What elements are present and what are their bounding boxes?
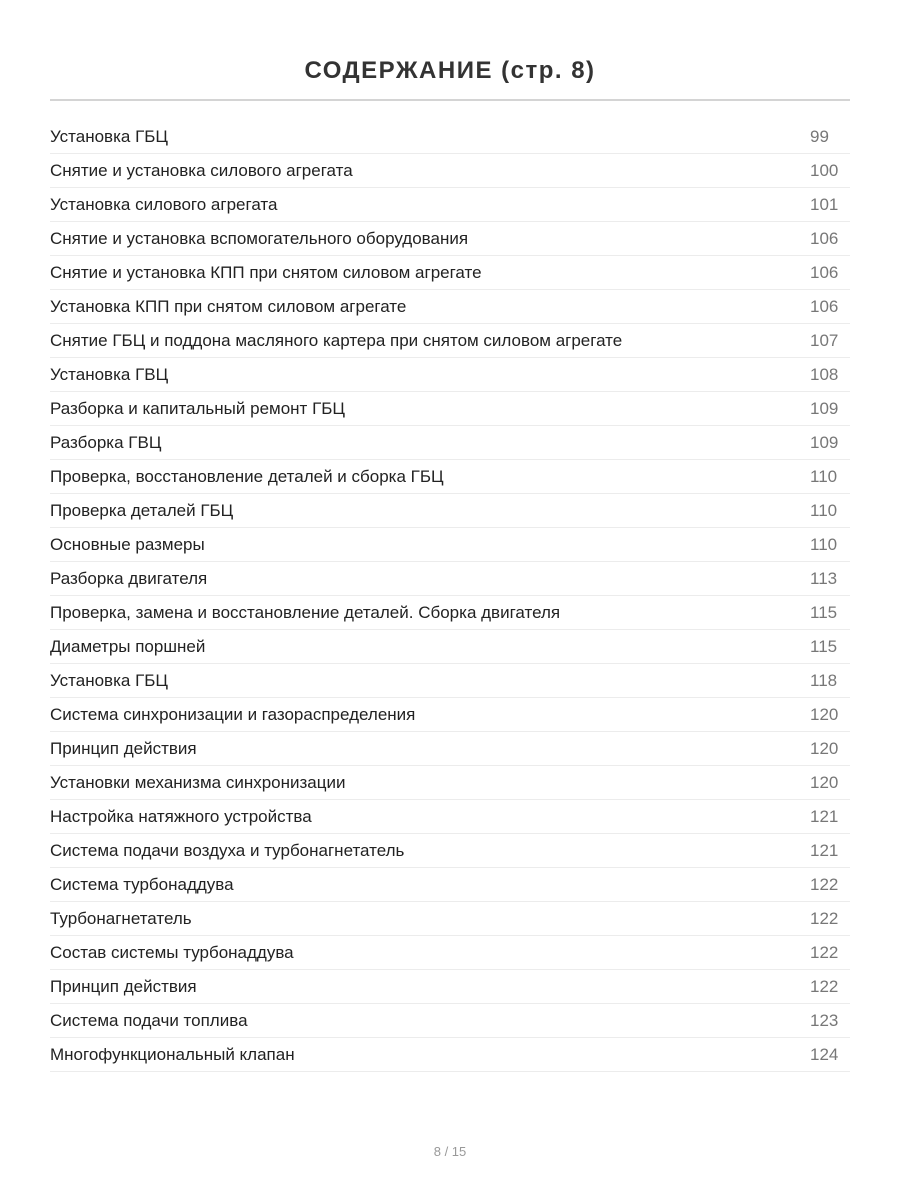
toc-entry-page: 122 xyxy=(810,943,839,962)
toc-entry-page: 100 xyxy=(810,161,839,180)
toc-entry-title[interactable]: Турбонагнетатель xyxy=(50,909,192,928)
toc-entry-page: 109 xyxy=(810,399,839,418)
toc-row[interactable] xyxy=(50,732,850,766)
toc-entry-page: 113 xyxy=(810,569,838,588)
toc-row[interactable] xyxy=(50,664,850,698)
toc-row[interactable] xyxy=(50,800,850,834)
toc-row[interactable] xyxy=(50,766,850,800)
toc-row[interactable] xyxy=(50,596,850,630)
toc-row[interactable] xyxy=(50,256,850,290)
toc-entry-page: 106 xyxy=(810,297,839,316)
toc-entry-title[interactable]: Установка ГВЦ xyxy=(50,365,169,384)
toc-entry-title[interactable]: Система турбонаддува xyxy=(50,875,234,894)
toc-row[interactable] xyxy=(50,1038,850,1072)
toc-entry-page: 121 xyxy=(810,841,839,860)
toc-entry-title[interactable]: Система подачи воздуха и турбонагнетатель xyxy=(50,841,405,860)
toc-entry-page: 110 xyxy=(810,535,838,554)
toc-entry-title[interactable]: Установка ГБЦ xyxy=(50,127,169,146)
table-of-contents xyxy=(50,120,850,1072)
toc-entry-title[interactable]: Снятие и установка вспомогательного оборудования xyxy=(50,229,469,248)
toc-entry-title[interactable]: Проверка, восстановление деталей и сборка ГБЦ xyxy=(50,467,444,486)
toc-entry-page: 115 xyxy=(810,637,838,656)
toc-row[interactable] xyxy=(50,154,850,188)
toc-entry-title[interactable]: Установки механизма синхронизации xyxy=(50,773,346,792)
toc-entry-page: 118 xyxy=(810,671,838,690)
toc-entry-title[interactable]: Диаметры поршней xyxy=(50,637,206,656)
toc-entry-title[interactable]: Основные размеры xyxy=(50,535,205,554)
toc-entry-page: 99 xyxy=(810,127,829,146)
toc-row[interactable] xyxy=(50,120,850,154)
toc-entry-title[interactable]: Принцип действия xyxy=(50,977,197,996)
toc-entry-title[interactable]: Проверка деталей ГБЦ xyxy=(50,501,234,520)
toc-entry-page: 115 xyxy=(810,603,838,622)
toc-row[interactable] xyxy=(50,562,850,596)
toc-entry-page: 122 xyxy=(810,977,839,996)
toc-row[interactable] xyxy=(50,290,850,324)
toc-row[interactable] xyxy=(50,494,850,528)
toc-row[interactable] xyxy=(50,868,850,902)
toc-entry-title[interactable]: Система синхронизации и газораспределения xyxy=(50,705,416,724)
page-number-footer: 8 / 15 xyxy=(433,1144,467,1159)
toc-row[interactable] xyxy=(50,358,850,392)
toc-entry-title[interactable]: Снятие ГБЦ и поддона масляного картера при снятом силовом агрегате xyxy=(50,331,623,350)
toc-entry-page: 101 xyxy=(810,195,839,214)
toc-entry-page: 109 xyxy=(810,433,839,452)
toc-row[interactable] xyxy=(50,834,850,868)
toc-entry-title[interactable]: Многофункциональный клапан xyxy=(50,1045,295,1064)
toc-entry-page: 124 xyxy=(810,1045,839,1064)
toc-entry-page: 122 xyxy=(810,875,839,894)
toc-entry-page: 122 xyxy=(810,909,839,928)
toc-entry-title[interactable]: Настройка натяжного устройства xyxy=(50,807,312,826)
toc-entry-title[interactable]: Установка КПП при снятом силовом агрегате xyxy=(50,297,407,316)
page-title: СОДЕРЖАНИЕ (стр. 8) xyxy=(304,57,596,85)
toc-row[interactable] xyxy=(50,392,850,426)
toc-row[interactable] xyxy=(50,460,850,494)
toc-row[interactable] xyxy=(50,188,850,222)
toc-entry-title[interactable]: Разборка ГВЦ xyxy=(50,433,162,452)
toc-entry-page: 106 xyxy=(810,229,839,248)
toc-entry-title[interactable]: Разборка и капитальный ремонт ГБЦ xyxy=(50,399,346,418)
toc-row[interactable] xyxy=(50,222,850,256)
toc-row[interactable] xyxy=(50,426,850,460)
toc-entry-title[interactable]: Принцип действия xyxy=(50,739,197,758)
toc-entry-page: 108 xyxy=(810,365,839,384)
toc-row[interactable] xyxy=(50,1004,850,1038)
toc-row[interactable] xyxy=(50,970,850,1004)
toc-row[interactable] xyxy=(50,528,850,562)
toc-entry-page: 106 xyxy=(810,263,839,282)
toc-row[interactable] xyxy=(50,936,850,970)
toc-entry-page: 110 xyxy=(810,467,838,486)
toc-entry-title[interactable]: Снятие и установка силового агрегата xyxy=(50,161,353,180)
toc-entry-title[interactable]: Состав системы турбонаддува xyxy=(50,943,294,962)
toc-entry-page: 107 xyxy=(810,331,839,350)
toc-entry-title[interactable]: Разборка двигателя xyxy=(50,569,208,588)
toc-entry-title[interactable]: Система подачи топлива xyxy=(50,1011,248,1030)
toc-entry-title[interactable]: Снятие и установка КПП при снятом силовом агрегате xyxy=(50,263,482,282)
toc-row[interactable] xyxy=(50,630,850,664)
title-divider xyxy=(50,99,850,101)
toc-entry-title[interactable]: Проверка, замена и восстановление деталей. Сборка двигателя xyxy=(50,603,561,622)
toc-entry-page: 120 xyxy=(810,773,839,792)
toc-entry-title[interactable]: Установка ГБЦ xyxy=(50,671,169,690)
toc-entry-page: 120 xyxy=(810,705,839,724)
toc-row[interactable] xyxy=(50,324,850,358)
toc-entry-page: 123 xyxy=(810,1011,839,1030)
toc-entry-page: 121 xyxy=(810,807,839,826)
toc-entry-title[interactable]: Установка силового агрегата xyxy=(50,195,278,214)
toc-row[interactable] xyxy=(50,698,850,732)
toc-entry-page: 110 xyxy=(810,501,838,520)
toc-row[interactable] xyxy=(50,902,850,936)
toc-entry-page: 120 xyxy=(810,739,839,758)
